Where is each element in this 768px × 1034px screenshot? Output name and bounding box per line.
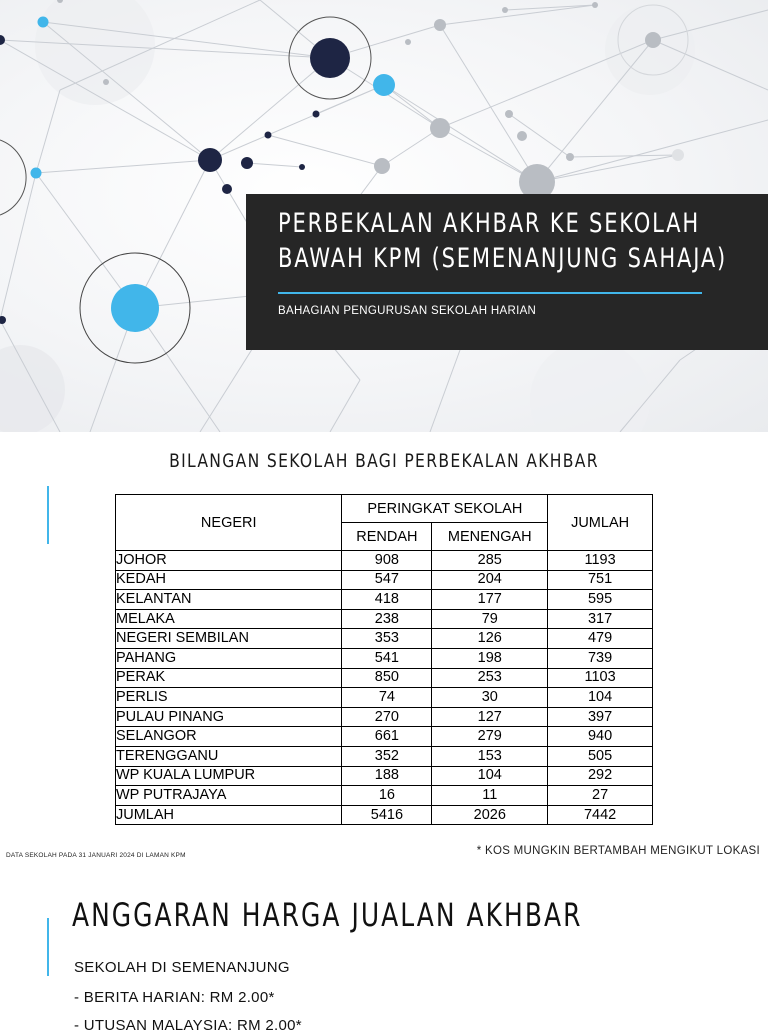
- cell-menengah: 79: [432, 609, 548, 629]
- header-rendah: RENDAH: [342, 523, 432, 551]
- header-menengah: MENENGAH: [432, 523, 548, 551]
- cell-menengah: 126: [432, 629, 548, 649]
- table-slide: [0, 432, 768, 864]
- cell-negeri: PULAU PINANG: [116, 707, 342, 727]
- title-line-2: BAWAH KPM (SEMENANJUNG SAHAJA): [278, 243, 728, 274]
- cell-rendah: 541: [342, 648, 432, 668]
- table-row: [116, 688, 653, 708]
- cell-rendah: 547: [342, 570, 432, 590]
- table-total-row: [116, 805, 653, 825]
- cell-jumlah: 7442: [548, 805, 653, 825]
- cell-jumlah: 751: [548, 570, 653, 590]
- cell-jumlah: 595: [548, 590, 653, 610]
- table-row: [116, 668, 653, 688]
- cell-rendah: 353: [342, 629, 432, 649]
- cell-negeri: WP KUALA LUMPUR: [116, 766, 342, 786]
- price-slide-subheading: SEKOLAH DI SEMENANJUNG: [74, 959, 290, 976]
- cell-jumlah: 479: [548, 629, 653, 649]
- price-slide-heading: ANGGARAN HARGA JUALAN AKHBAR: [72, 896, 583, 934]
- cell-negeri: WP PUTRAJAYA: [116, 786, 342, 806]
- cell-menengah: 30: [432, 688, 548, 708]
- table-row: [116, 629, 653, 649]
- cell-rendah: 661: [342, 727, 432, 747]
- cell-jumlah: 397: [548, 707, 653, 727]
- cell-negeri: JOHOR: [116, 551, 342, 571]
- cell-rendah: 352: [342, 746, 432, 766]
- table-row: [116, 551, 653, 571]
- cell-negeri: JUMLAH: [116, 805, 342, 825]
- cell-menengah: 127: [432, 707, 548, 727]
- price-slide: [0, 864, 768, 1034]
- cell-rendah: 16: [342, 786, 432, 806]
- header-jumlah: JUMLAH: [548, 495, 653, 551]
- cell-rendah: 5416: [342, 805, 432, 825]
- cell-negeri: NEGERI SEMBILAN: [116, 629, 342, 649]
- title-box: [246, 194, 768, 350]
- cell-rendah: 908: [342, 551, 432, 571]
- header-peringkat-sekolah: PERINGKAT SEKOLAH: [342, 495, 548, 523]
- cell-jumlah: 940: [548, 727, 653, 747]
- cell-jumlah: 317: [548, 609, 653, 629]
- cell-rendah: 74: [342, 688, 432, 708]
- cell-menengah: 11: [432, 786, 548, 806]
- cell-negeri: PAHANG: [116, 648, 342, 668]
- cell-menengah: 204: [432, 570, 548, 590]
- accent-bar: [47, 486, 49, 544]
- data-source-note: DATA SEKOLAH PADA 31 JANUARI 2024 DI LAMAN KPM: [6, 852, 186, 859]
- cell-rendah: 270: [342, 707, 432, 727]
- cell-jumlah: 1103: [548, 668, 653, 688]
- cell-negeri: PERAK: [116, 668, 342, 688]
- presentation-title: [278, 206, 728, 276]
- cell-jumlah: 739: [548, 648, 653, 668]
- cell-menengah: 253: [432, 668, 548, 688]
- table-row: [116, 727, 653, 747]
- title-slide: [0, 0, 768, 432]
- cell-menengah: 285: [432, 551, 548, 571]
- table-body: [116, 551, 653, 825]
- school-count-table: [115, 494, 653, 825]
- table-row: [116, 746, 653, 766]
- cell-negeri: SELANGOR: [116, 727, 342, 747]
- table-row: [116, 570, 653, 590]
- cell-negeri: MELAKA: [116, 609, 342, 629]
- cell-negeri: KELANTAN: [116, 590, 342, 610]
- accent-bar: [47, 918, 49, 976]
- cell-rendah: 850: [342, 668, 432, 688]
- cell-menengah: 104: [432, 766, 548, 786]
- cell-jumlah: 104: [548, 688, 653, 708]
- price-item: - BERITA HARIAN: RM 2.00*: [74, 989, 275, 1006]
- table-row: [116, 766, 653, 786]
- cell-menengah: 279: [432, 727, 548, 747]
- table-slide-heading: BILANGAN SEKOLAH BAGI PERBEKALAN AKHBAR: [169, 450, 599, 472]
- cell-rendah: 238: [342, 609, 432, 629]
- table-row: [116, 648, 653, 668]
- cell-negeri: PERLIS: [116, 688, 342, 708]
- cell-negeri: KEDAH: [116, 570, 342, 590]
- cell-menengah: 198: [432, 648, 548, 668]
- table-row: [116, 590, 653, 610]
- price-item: - UTUSAN MALAYSIA: RM 2.00*: [74, 1017, 302, 1034]
- cost-note: * KOS MUNGKIN BERTAMBAH MENGIKUT LOKASI: [476, 845, 760, 857]
- title-divider: [278, 292, 702, 294]
- cell-jumlah: 292: [548, 766, 653, 786]
- cell-negeri: TERENGGANU: [116, 746, 342, 766]
- cell-menengah: 177: [432, 590, 548, 610]
- cell-jumlah: 505: [548, 746, 653, 766]
- header-negeri: NEGERI: [116, 495, 342, 551]
- table-row: [116, 786, 653, 806]
- title-line-1: PERBEKALAN AKHBAR KE SEKOLAH: [278, 208, 700, 239]
- cell-menengah: 2026: [432, 805, 548, 825]
- presentation-subtitle: BAHAGIAN PENGURUSAN SEKOLAH HARIAN: [278, 305, 537, 317]
- table-row: [116, 707, 653, 727]
- cell-jumlah: 1193: [548, 551, 653, 571]
- table-row: [116, 609, 653, 629]
- cell-menengah: 153: [432, 746, 548, 766]
- cell-rendah: 188: [342, 766, 432, 786]
- cell-rendah: 418: [342, 590, 432, 610]
- cell-jumlah: 27: [548, 786, 653, 806]
